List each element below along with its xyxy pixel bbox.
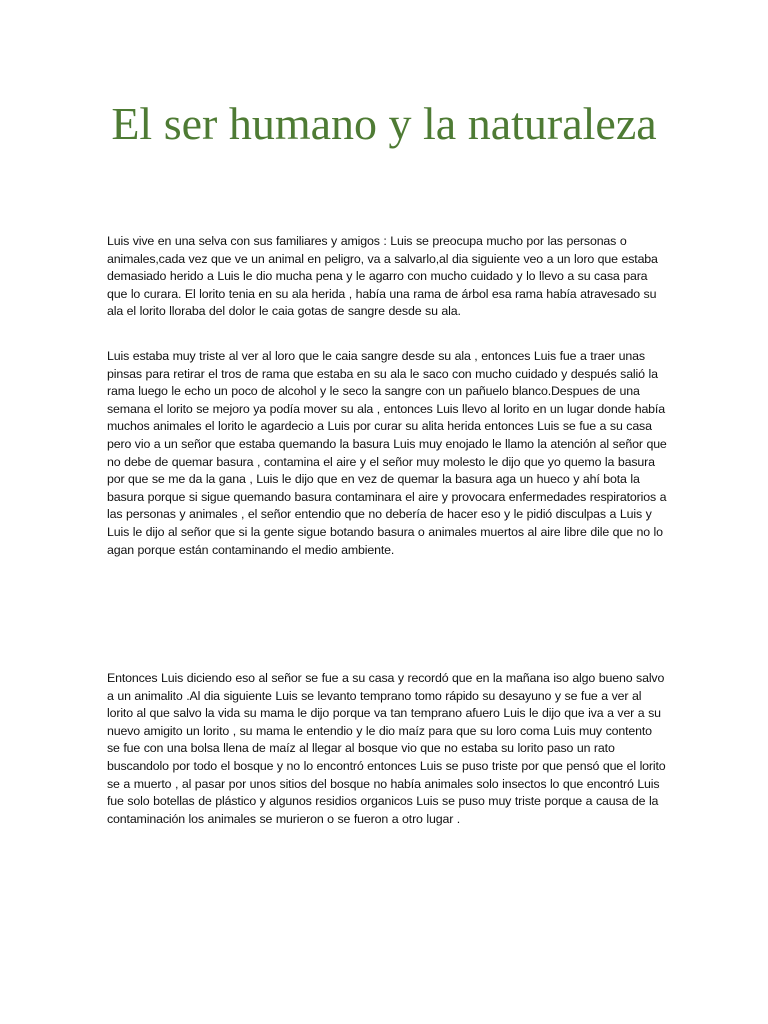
paragraph-3: Entonces Luis diciendo eso al señor se fue a su casa y recordó que en la mañana iso algo bueno salvo a un animalito .Al dia siguiente Luis se levanto temprano tomo rápido su desayuno y se fue a ver al lorito al que salvo la vida su mama le dijo porque va tan temprano afuero Luis le dijo que iva a ver a su nuevo amigito un lorito , su mama le entendio y le dio maíz para que su loro coma Luis muy contento se fue con una bolsa llena de maíz al llegar al bosque vio que no estaba su lorito paso un rato buscandolo por todo el bosque y no lo encontró entonces Luis se puso triste por que pensó que el lorito se a muerto , al pasar por unos sitios del bosque no había animales solo insectos lo que encontró Luis fue solo botellas de plástico y algunos residios organicos Luis se puso muy triste porque a causa de la contaminación los animales se murieron o se fueron a otro lugar . <box>107 671 666 826</box>
document-title: El ser humano y la naturaleza <box>111 98 657 149</box>
paragraph-1: Luis vive en una selva con sus familiares y amigos : Luis se preocupa mucho por las personas o animales,cada vez que ve un animal en peligro, va a salvarlo,al dia siguiente veo a un loro que estaba demasiado herido a Luis le dio mucha pena y le agarro con mucho cuidado y lo llevo a su casa para que lo curara. El lorito tenia en su ala herida , había una rama de árbol esa rama había atravesado su ala el lorito lloraba del dolor le caia gotas de sangre desde su ala. <box>107 234 658 319</box>
paragraph-2: Luis estaba muy triste al ver al loro que le caia sangre desde su ala , entonces Luis fue a traer unas pinsas para retirar el tros de rama que estaba en su ala le saco con mucho cuidado y después salió la rama luego le echo un poco de alcohol y le seco la sangre con un pañuelo blanco.Despues de una semana el lorito se mejoro ya podía mover su ala , entonces Luis llevo al lorito en un lugar donde había muchos animales el lorito le agardecio a Luis por curar su alita herida entonces Luis se fue a su casa pero vio a un señor que estaba quemando la basura Luis muy enojado le llamo la atención al señor que no debe de quemar basura , contamina el aire y el señor muy molesto le dijo que yo quemo la basura por que se me da la gana , Luis le dijo que en vez de quemar la basura aga un hueco y ahí bota la basura porque si sigue quemando basura contaminara el aire y provocara enfermedades respiratorios a las personas y animales , el señor entendio que no debería de hacer eso y le pidió disculpas a Luis y Luis le dijo al señor que si la gente sigue botando basura o animales muertos al aire libre dile que no lo agan porque están contaminando el medio ambiente. <box>107 349 667 557</box>
